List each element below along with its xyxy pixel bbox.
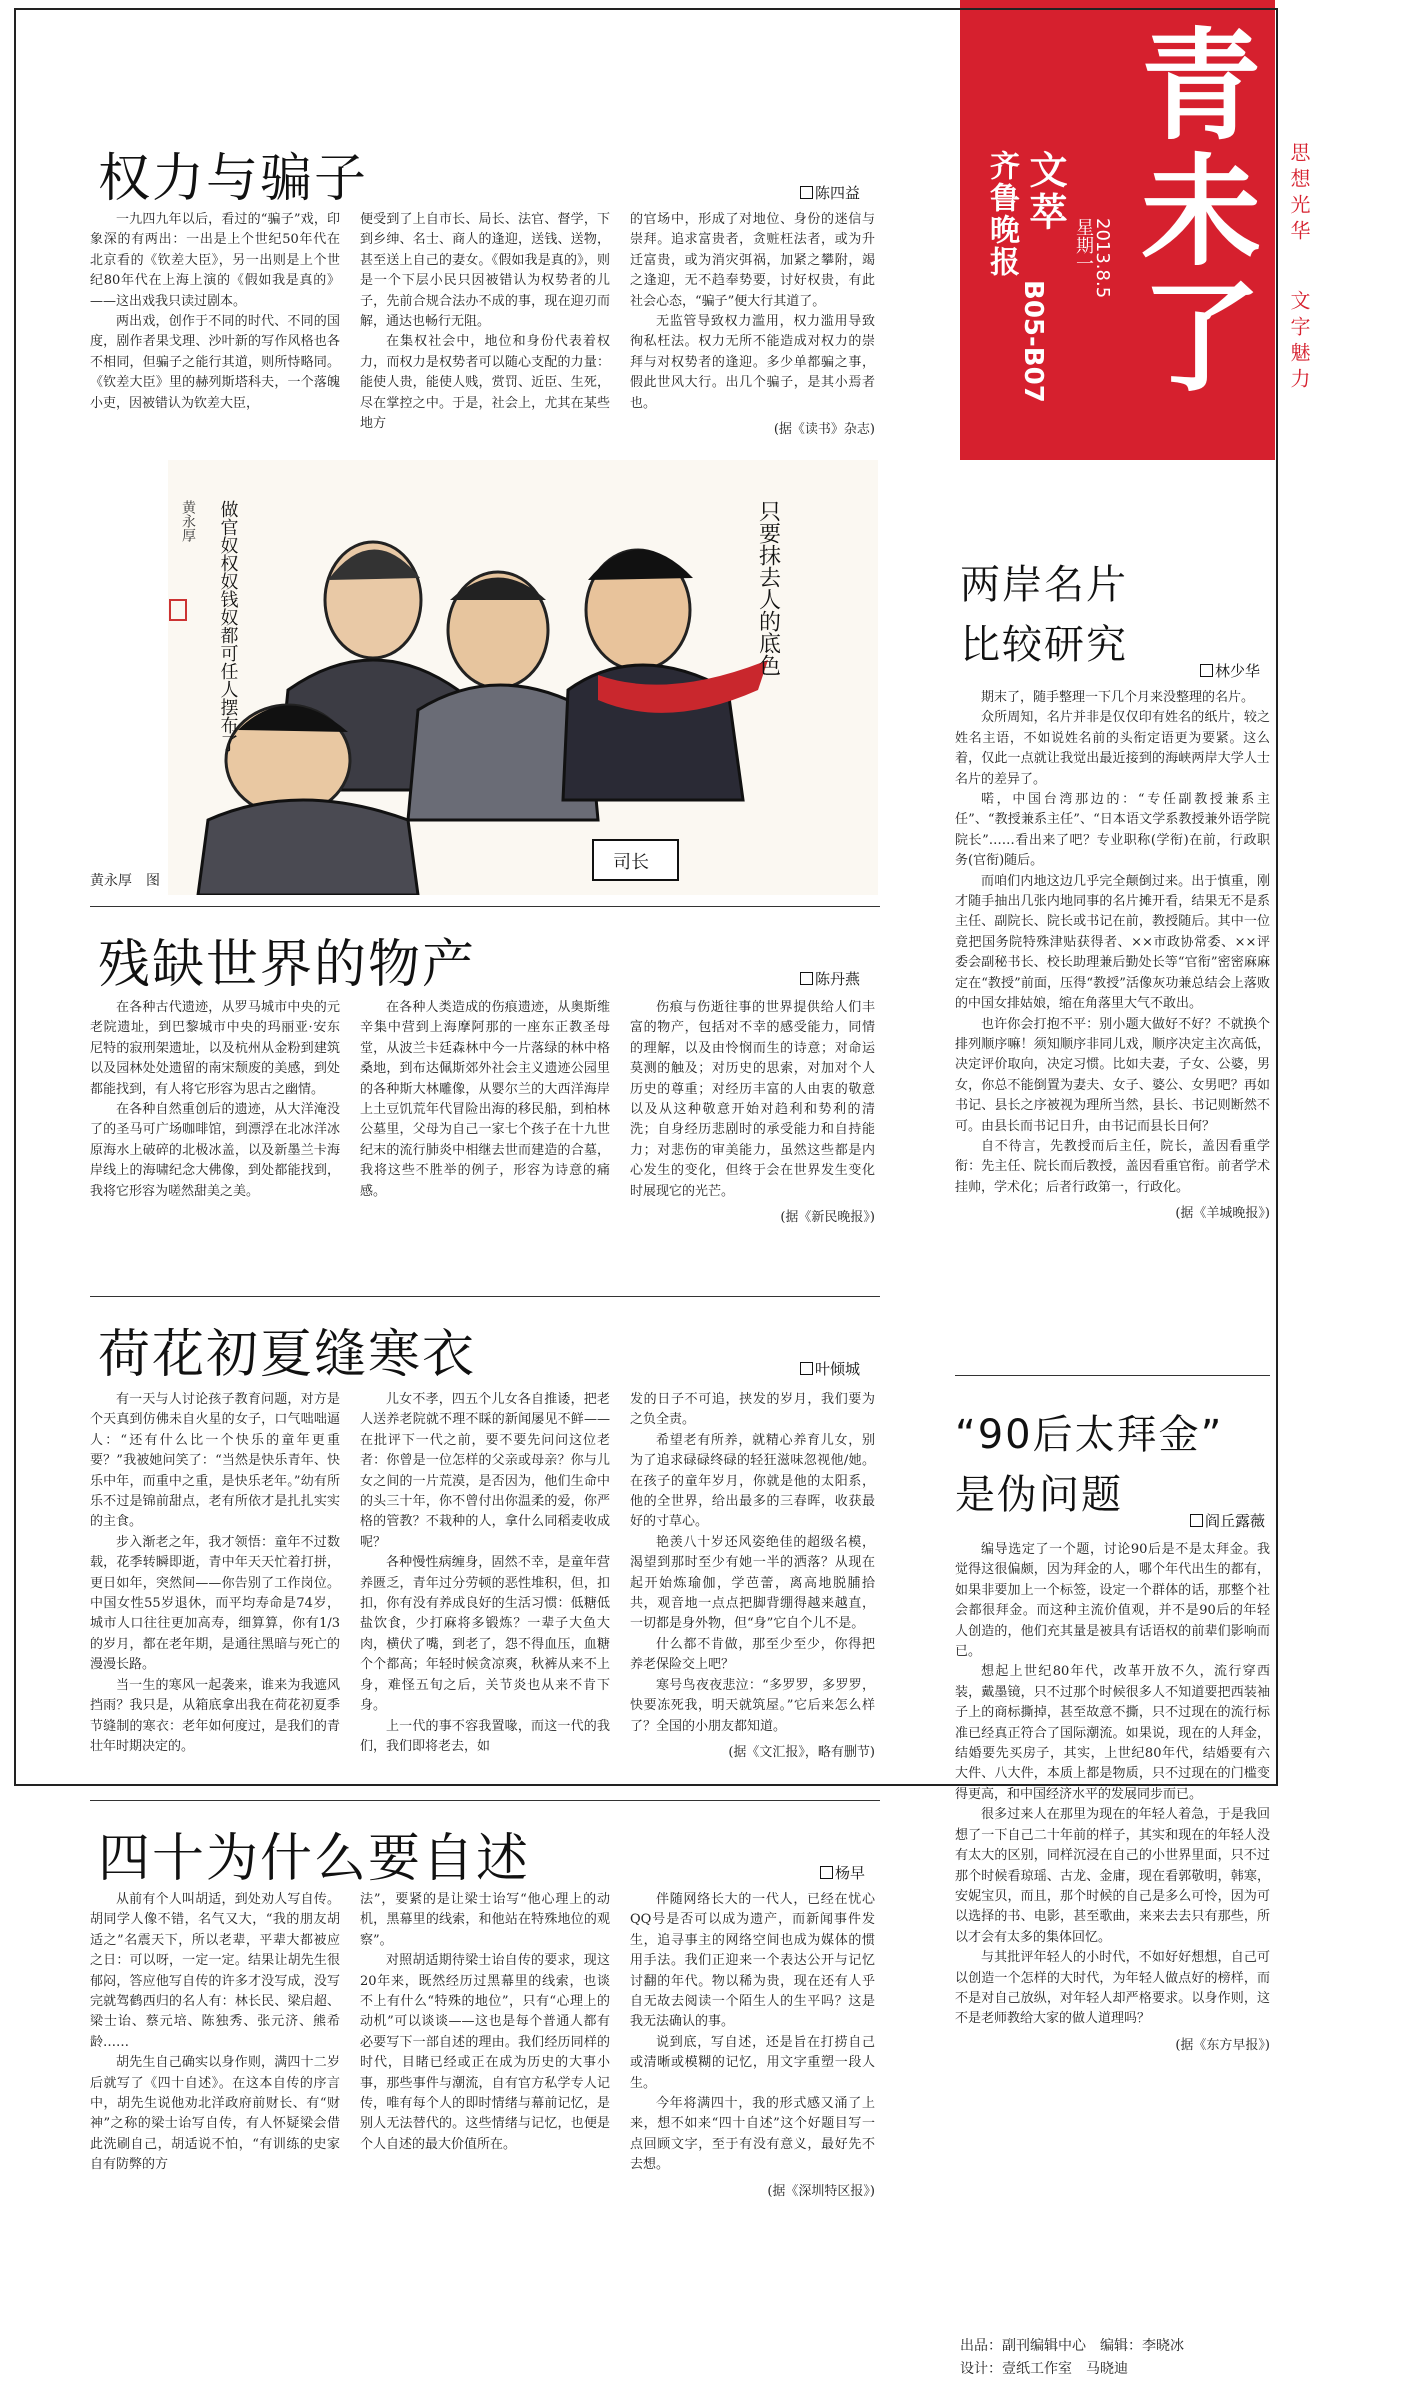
article-column [955, 688, 1270, 1318]
article-column [360, 1890, 610, 2270]
paragraph: 在各种自然重创后的遗迹，从大洋淹没了的圣马可广场咖啡馆，到漂浮在北冰洋冰原海水上破碎的北极冰盖，以及新墨兰卡海岸线上的海啸纪念大佛像，到处都能找到，我将它形容为嗟然甜美之美。 [90, 1102, 340, 1199]
paragraph: 在集权社会中，地位和身份代表着权力，而权力是权势者可以随心支配的力量：能使人贵，能使人贱，赏罚、近臣、生死，尽在掌控之中。于是，社会上，尤其在某些地方 [360, 334, 610, 432]
article-title-power-and-swindlers: 权力与骗子 [98, 149, 369, 209]
page-range: B05-B07 [1018, 280, 1048, 403]
section-name: 文萃 [1023, 150, 1067, 234]
author-name: 阎丘露薇 [1205, 1512, 1266, 1530]
title-line: 是伪问题 [955, 1472, 1123, 1518]
article-byline [800, 968, 860, 989]
section-divider [955, 1375, 1270, 1376]
footer-credits-2: 设计：壹纸工作室 马晓迪 [960, 2361, 1128, 2377]
paragraph: 什么都不肯做，那至少至少，你得把养老保险交上吧？ [630, 1636, 875, 1673]
artist-signature: 黄永厚 [180, 500, 196, 542]
byline-box-icon [820, 1866, 833, 1879]
paragraph: 上一代的事不容我置喙，而这一代的我们，我们即将老去，如 [360, 1718, 610, 1754]
paragraph: 的官场中，形成了对地位、身份的迷信与崇拜。追求富贵者，贪赃枉法者，或为升迁富贵，或为消灾弭祸，加紧之攀附，竭之逢迎，无不趋奉势要，讨好权贵，有此社会心态，“骗子”便大行其道了。 [630, 212, 875, 309]
article-column [630, 1390, 875, 1790]
title-line: 两岸名片 [960, 562, 1128, 608]
paragraph: 各种慢性病缠身，固然不幸，是童年营养匮乏，青年过分劳顿的恶性堆积，但，扣扣，你有没有养成良好的生活习惯：低糖低盐饮食，少打麻将多锻炼？一辈子大鱼大肉，横伏了嘴，到老了，怨不得血压，血糖个个都高；年轻时候贪凉爽，秋裤从来不上身，难怪五旬之后，关节炎也从来不肯下身。 [360, 1555, 610, 1714]
article-byline [800, 182, 860, 203]
paragraph: 便受到了上自市长、局长、法官、督学，下到乡绅、名士、商人的逢迎，送钱、送物，甚至送上自己的妻女。《假如我是真的》，则是一个下层小民只因被错认为权势者的儿子，先前合规合法办不成的事，现在迎刃而解，通达也畅行无阻。 [360, 212, 610, 330]
paragraph: 一九四九年以后，看过的“骗子”戏，印象深的有两出：一出是上个世纪50年代在北京看的《钦差大臣》，另一出则是上个世纪80年代在上海上演的《假如我是真的》——这出戏我只读过剧本。 [90, 212, 340, 309]
sign-label: 司长 [613, 852, 649, 873]
paragraph: 对照胡适期待梁士诒自传的要求，现这20年来，既然经历过黑幕里的线索，也谈不上有什么“特殊的地位”，只有“心理上的动机”可以谈谈——这也是每个普通人都有必要写下一部自述的理由。我们经历同样的时代，目睹已经或正在成为历史的大事小事，那些事件与潮流，自有官方私学专人记传，唯有每个人的即时情绪与幕前记忆，是别人无法替代的。这些情绪与记忆，也便是个人自述的最大价值所在。 [360, 1953, 610, 2152]
paragraph: 编导选定了一个题，讨论90后是不是太拜金。我觉得这很偏颇，因为拜金的人，哪个年代出生的都有，如果非要加上一个标签，设定一个群体的话，那整个社会都很拜金。而这种主流价值观，并不是90后的年轻人创造的，他们充其量是被具有话语权的前辈们影响而已。 [955, 1542, 1270, 1660]
paragraph: 伴随网络长大的一代人，已经在忧心QQ号是否可以成为遗产，而新闻事件发生，追寻事主的网络空间也成为媒体的惯用手法。我们正迎来一个表达公开与记忆讨翻的年代。物以稀为贵，现在还有人乎自无故去阅读一个陌生人的生平吗？这是我无法确认的事。 [630, 1892, 875, 2030]
article-source: (据《读书》杂志) [773, 422, 875, 438]
author-name: 叶倾城 [815, 1360, 861, 1378]
paragraph: 步入渐老之年，我才领悟：童年不过数载，花季转瞬即逝，青中年天天忙着打拼，更日如年，突然间——你告别了工作岗位。中国女性55岁退休，而平均寿命是74岁，城市人口往往更加高寿，细算算，你有1/3的岁月，都在老年期，是通往黑暗与死亡的漫漫长路。 [90, 1534, 340, 1673]
illustration-credit: 黄永厚 图 [90, 873, 160, 889]
byline-box-icon [800, 1362, 813, 1375]
section-divider [90, 1800, 880, 1801]
page-title: 青未了 [1121, 22, 1260, 400]
paragraph: 法”，要紧的是让梁士诒写“他心理上的动机，黑幕里的线索，和他站在特殊地位的观察”。 [360, 1892, 610, 1948]
paragraph: 而咱们内地这边几乎完全颠倒过来。出于慎重，刚才随手抽出几张内地同事的名片摊开看，结果无不是系主任、副院长、院长或书记在前，教授随后。其中一位竟把国务院特殊津贴获得者、××市政协常委、××评委会副秘书长、校长助理兼后勤处长等“官衔”密密麻麻定在“教授”前面，压得“教授”活像灰功兼总结会上落败的中国女排姑娘，缩在角落里大气不敢出。 [955, 873, 1270, 1012]
article-source: (据《文汇报》，略有删节) [728, 1744, 875, 1760]
newspaper-brand: 齐鲁晚报 [984, 150, 1019, 278]
paragraph: 在各种人类造成的伤痕遗迹，从奥斯维辛集中营到上海摩阿那的一座东正教圣母堂，从波兰卡廷森林中今一片落绿的林中格桑地，到布达佩斯郊外社会主义遗迹公园里的各种斯大林雕像，从婴尔兰的大西洋海岸上土豆饥荒年代冒险出海的移民船，到柏林公墓里，父母为自己一家七个孩子在十九世纪末的流行肺炎中相继去世而建造的合墓，我将这些不胜举的例子，形容为诗意的痛感。 [360, 1000, 610, 1199]
weekday: 星期一 [1073, 218, 1094, 272]
article-column [360, 210, 610, 460]
author-name: 陈丹燕 [815, 970, 861, 988]
article-column [630, 210, 875, 460]
article-column [360, 1390, 610, 1790]
paragraph: 有一天与人讨论孩子教育问题，对方是个天真到仿佛未自火星的女子，口气咄咄逼人：“还有什么比一个快乐的童年更重要？”我被她问笑了：“当然是快乐青年、快乐中年，而重中之重，是快乐老年。”幼有所乐不过是锦前甜点，老有所依才是扎扎实实的主食。 [90, 1392, 340, 1530]
paragraph: 当一生的寒风一起袭来，谁来为我遮风挡雨？我只是，从箱底拿出我在荷花初夏季节缝制的寒衣：老年如何度过，是我们的青壮年时期决定的。 [90, 1677, 340, 1754]
article-source: (据《羊城晚报》) [1175, 1206, 1270, 1222]
title-line: “90后太拜金” [955, 1412, 1224, 1458]
slogan-line-1: 思想光华 [1287, 142, 1311, 246]
byline-box-icon [1190, 1514, 1203, 1527]
paragraph: 也许你会打抱不平：别小题大做好不好？不就换个排列顺序嘛！须知顺序非同儿戏，顺序决定主次高低，决定评价取向，决定习惯。比如夫妻，子女、公婆，男女，你总不能倒置为妻夫、女子、婆公、女男吧？再如书记、县长之序被视为理所当然，县长、书记则断然不可。由县长而书记日升，由书记而县长日何？ [955, 1016, 1270, 1134]
article-column [955, 1540, 1270, 2280]
paragraph: 说到底，写自述，还是旨在打捞自己或清晰或模糊的记忆，用文字重塑一段人生。 [630, 2034, 875, 2091]
article-byline [820, 1862, 865, 1883]
article-byline [1200, 660, 1260, 681]
paragraph: 在各种古代遗迹，从罗马城市中央的元老院遗址，到巴黎城市中央的玛丽亚·安东尼特的寂刑架遗址，以及杭州从金粉到建筑以及园林处处遗留的南宋颓废的美感，到处都能找到，有人将它形容为思古之幽情。 [90, 1000, 340, 1097]
paragraph: 想起上世纪80年代，改革开放不久，流行穿西装，戴墨镜，只不过那个时候很多人不知道要把西装袖子上的商标撕掉，甚至故意不撕，只不过现在的流行标准已经真正符合了国际潮流。如果说，现在的人拜金，结婚要先买房子，其实，上世纪80年代，结婚要有六大件、八大件，本质上都是物质，只不过现在的门槛变得更高，和中国经济水平的发展同步而已。 [955, 1664, 1270, 1802]
section-divider [90, 1296, 880, 1297]
inscription-text-1: 只要抹去人的底色 [755, 500, 781, 676]
paragraph: 儿女不孝，四五个儿女各自推诿，把老人送养老院就不理不睬的新闻屡见不鲜——在批评下一代之前，要不要先问问这位老者：你曾是一位怎样的父亲或母亲？你与儿女之间的一片荒漠，是否因为，他们生命中的头三十年，你不曾付出你温柔的爱，你严格的管教？不栽种的人，拿什么同稻麦收成呢？ [360, 1392, 610, 1550]
paragraph: 胡先生自己确实以身作则，满四十二岁后就写了《四十自述》。在这本自传的序言中，胡先生说他劝北洋政府前财长、有“财神”之称的梁士诒写自传，有人怀疑梁会借此洗刷自己，胡适说不怕，“有训练的史家自有防弊的方 [90, 2055, 340, 2173]
article-column [630, 998, 875, 1288]
article-title-business-cards [960, 555, 1128, 675]
paragraph: 自不待言，先教授而后主任，院长，盖因看重学衔：先主任、院长而后教授，盖因看重官衔。前者学术挂帅，学术化；后者行政第一，行政化。 [955, 1138, 1270, 1195]
article-column [90, 1890, 340, 2270]
byline-box-icon [800, 186, 813, 199]
author-name: 杨早 [835, 1864, 866, 1882]
article-column [90, 1390, 340, 1790]
author-name: 林少华 [1215, 662, 1261, 680]
footer-credits-1: 出品：副刊编辑中心 编辑：李晓冰 [960, 2338, 1184, 2354]
ink-illustration [168, 460, 878, 895]
paragraph: 寒号鸟夜夜悲泣：“多罗罗，多罗罗，快要冻死我，明天就筑屋。”它后来怎么样了？全国的小朋友都知道。 [630, 1677, 875, 1734]
paragraph: 从前有个人叫胡适，到处劝人写自传。胡同学人像不错，名气又大，“我的朋友胡适之”名震天下，所以老辈，平辈大都被应之日：可以呀，一定一定。结果让胡先生很郁闷，答应他写自传的许多才没写成，没写完就驾鹤西归的名人有：林长民、梁启超、梁士诒、蔡元培、陈独秀、张元济、熊希龄…… [90, 1892, 340, 2050]
article-column [90, 210, 340, 460]
illustration-drawing [168, 460, 878, 895]
title-line: 比较研究 [960, 622, 1128, 668]
paragraph: 期末了，随手整理一下几个月来没整理的名片。 [981, 690, 1255, 705]
byline-box-icon [1200, 664, 1213, 677]
article-title-self-account-at-forty: 四十为什么要自述 [98, 1829, 531, 1889]
paragraph: 与其批评年轻人的小时代，不如好好想想，自己可以创造一个怎样的大时代，为年轻人做点好的榜样，而不是对自己放纵，对年轻人却严格要求。以身作则，这不是老师教给大家的做人道理吗？ [955, 1950, 1270, 2027]
byline-box-icon [800, 972, 813, 985]
slogan-line-2: 文字魅力 [1287, 290, 1311, 394]
paragraph: 很多过来人在那里为现在的年轻人着急，于是我回想了一下自己二十年前的样子，其实和现在的年轻人没有太大的区别，同样沉浸在自己的小世界里面，只不过那个时候看琼瑶、古龙、金庸，现在看郭敬明，韩寒，安妮宝贝，而且，那个时候的自己是多么可怜，因为可以选择的书、电影，甚至歌曲，来来去去只有那些，所以才会有太多的集体回忆。 [955, 1807, 1270, 1945]
article-title-remnant-world: 残缺世界的物产 [98, 935, 477, 995]
section-divider [90, 906, 880, 907]
author-name: 陈四益 [815, 184, 861, 202]
article-source: (据《东方早报》) [1175, 2037, 1270, 2053]
article-column [90, 998, 340, 1288]
paragraph: 发的日子不可追，挟发的岁月，我们要为之负全责。 [630, 1392, 875, 1428]
paragraph: 伤痕与伤逝往事的世界提供给人们丰富的物产，包括对不幸的感受能力，同情的理解，以及由怜悯而生的诗意；对命运莫测的触及；对历史的思索，对加对个人历史的尊重；对经历丰富的人由衷的敬意以及从这种敬意开始对趋利和势利的清洗；自身经历悲剧时的承受能力和自持能力；对悲伤的审美能力，虽然这些都是内心发生的变化，但终于会在世界发生变化时展现它的光芒。 [630, 1000, 875, 1199]
article-column [360, 998, 610, 1288]
article-byline [1190, 1510, 1265, 1531]
issue-date: 2013.8.5 [1092, 218, 1113, 299]
article-source: (据《新民晚报》) [780, 1210, 875, 1226]
paragraph: 众所周知，名片并非是仅仅印有姓名的纸片，较之姓名主语，不如说姓名前的头衔定语更为要紧。这么着，仅此一点就让我觉出最近接到的海峡两岸大学人士名片的差异了。 [955, 710, 1270, 787]
paragraph: 两出戏，创作于不同的时代、不同的国度，剧作者果戈理、沙叶新的写作风格也各不相同，但骗子之能行其道，则所恃略同。《钦差大臣》里的赫列斯塔科夫，一个落魄小吏，因被错认为钦差大臣， [90, 314, 340, 411]
paragraph: 喏，中国台湾那边的：“专任副教授兼系主任”、“教授兼系主任”、“日本语文学系教授兼外语学院院长”……看出来了吧？专业职称(学衔)在前，行政职务(官衔)随后。 [955, 792, 1270, 869]
article-title-post90s-materialism [955, 1405, 1223, 1525]
inscription-text-2: 做官奴权奴钱奴都可任人摆布了 [217, 500, 239, 752]
article-title-lotus-winter-coat: 荷花初夏缝寒衣 [98, 1325, 477, 1385]
article-source: (据《深圳特区报》) [767, 2183, 875, 2199]
article-column [630, 1890, 875, 2270]
paragraph: 今年将满四十，我的形式感又涌了上来，想不如来“四十自述”这个好题目写一点回顾文字，至于有没有意义，最好先不去想。 [630, 2096, 875, 2173]
article-byline [800, 1358, 860, 1379]
paragraph: 无监管导致权力滥用，权力滥用导致徇私枉法。权力无所不能造成对权力的崇拜与对权势者的逢迎。多少单都骗之事，假此世风大行。出几个骗子，是其小焉者也。 [630, 314, 875, 411]
paragraph: 艳羡八十岁还风姿绝佳的超级名模，渴望到那时至少有她一半的洒落？从现在起开始炼瑜伽，学芭蕾，离高地脱脯拾共，观音地一点点把脚背绷得越来越直，一切都是身外物，但“身”它自个儿不是。 [630, 1534, 875, 1632]
paragraph: 希望老有所养，就精心养育儿女，别为了追求碌碌终碌的轻狂滋味忽视他/她。在孩子的童年岁月，你就是他的太阳系，他的全世界，给出最多的三春晖，收获最好的寸草心。 [630, 1432, 875, 1530]
